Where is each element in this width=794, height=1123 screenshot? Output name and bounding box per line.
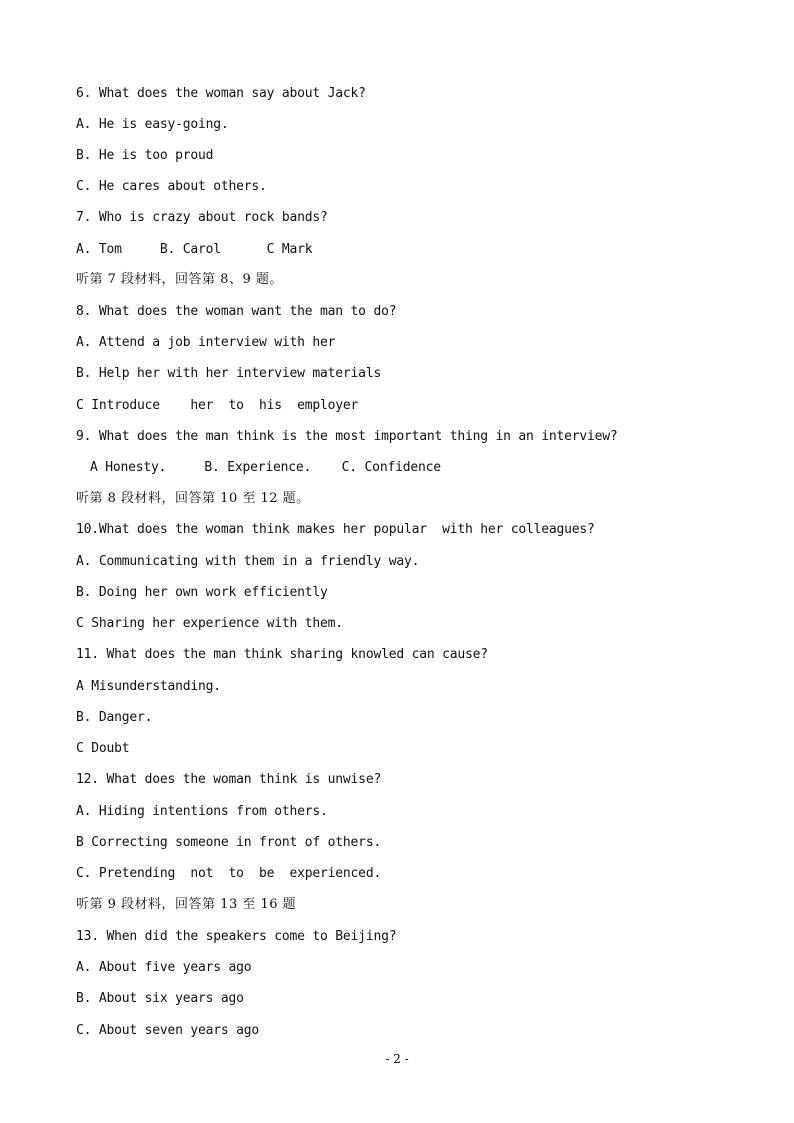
options-9: A Honesty. B. Experience. C. Confidence xyxy=(90,460,441,475)
question-9: 9. What does the man think is the most important thing in an interview? xyxy=(76,429,618,444)
option-13a: A. About five years ago xyxy=(76,960,252,975)
option-8c: C Introduce her to his employer xyxy=(76,398,359,413)
question-13: 13. When did the speakers come to Beijing? xyxy=(76,929,397,944)
option-13b: B. About six years ago xyxy=(76,991,244,1006)
option-6a: A. He is easy-going. xyxy=(76,117,229,132)
option-6c: C. He cares about others. xyxy=(76,179,267,194)
option-11b: B. Danger. xyxy=(76,710,153,725)
option-12b: B Correcting someone in front of others. xyxy=(76,835,382,850)
option-12c: C. Pretending not to be experienced. xyxy=(76,866,382,881)
option-12a: A. Hiding intentions from others. xyxy=(76,804,328,819)
option-13c: C. About seven years ago xyxy=(76,1023,260,1038)
question-11: 11. What does the man think sharing knowled can cause? xyxy=(76,647,488,662)
option-8a: A. Attend a job interview with her xyxy=(76,335,336,350)
page-number: - 2 - xyxy=(385,1052,409,1066)
option-11c: C Doubt xyxy=(76,741,130,756)
question-6: 6. What does the woman say about Jack? xyxy=(76,86,366,101)
option-10a: A. Communicating with them in a friendly way. xyxy=(76,554,420,569)
options-7: A. Tom B. Carol C Mark xyxy=(76,242,313,257)
option-6b: B. He is too proud xyxy=(76,148,214,163)
option-10c: C Sharing her experience with them. xyxy=(76,616,343,631)
question-10: 10.What does the woman think makes her popular with her colleagues? xyxy=(76,522,595,537)
question-12: 12. What does the woman think is unwise? xyxy=(76,772,382,787)
option-8b: B. Help her with her interview materials xyxy=(76,366,382,381)
section-heading-7: 听第 7 段材料，回答第 8、9 题。 xyxy=(76,272,283,287)
section-heading-8: 听第 8 段材料，回答第 10 至 12 题。 xyxy=(76,491,310,506)
option-11a: A Misunderstanding. xyxy=(76,679,221,694)
question-7: 7. Who is crazy about rock bands? xyxy=(76,210,328,225)
section-heading-9: 听第 9 段材料，回答第 13 至 16 题 xyxy=(76,897,297,912)
question-8: 8. What does the woman want the man to do? xyxy=(76,304,397,319)
option-10b: B. Doing her own work efficiently xyxy=(76,585,328,600)
